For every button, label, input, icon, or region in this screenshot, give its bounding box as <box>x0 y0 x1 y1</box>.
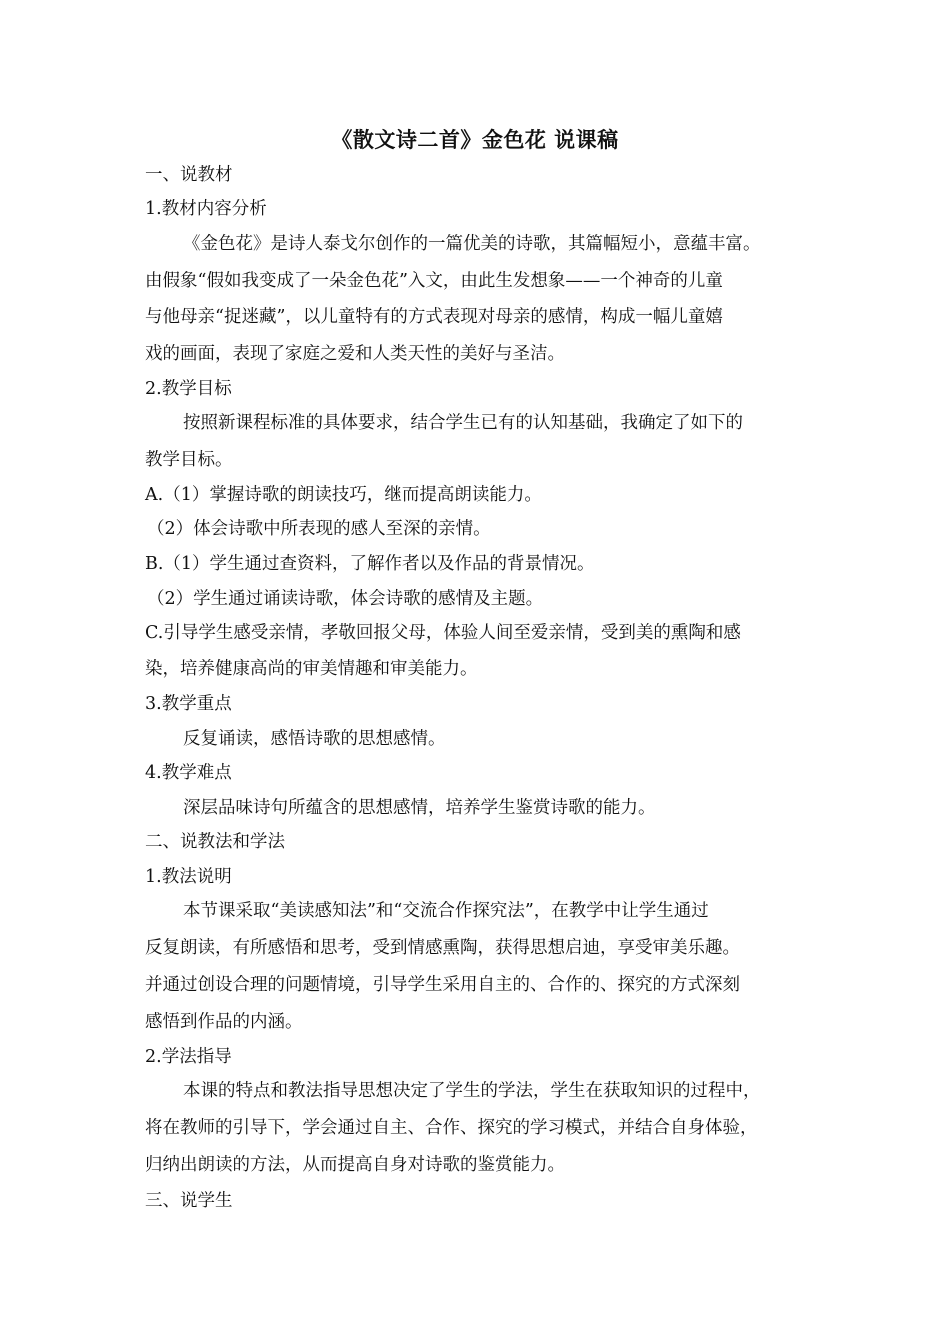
paragraph-line: 反复诵读，感悟诗歌的思想感情。 <box>183 729 446 749</box>
document-title: 《散文诗二首》金色花 说课稿 <box>331 128 619 152</box>
paragraph-line: 本课的特点和教法指导思想决定了学生的学法，学生在获取知识的过程中， <box>183 1081 761 1101</box>
paragraph-line: 与他母亲“捉迷藏”，以儿童特有的方式表现对母亲的感情，构成一幅儿童嬉 <box>145 307 723 327</box>
paragraph-line: 按照新课程标准的具体要求，结合学生已有的认知基础，我确定了如下的 <box>183 413 743 433</box>
paragraph-line: 将在教师的引导下，学会通过自主、合作、探究的学习模式，并结合自身体验， <box>145 1118 758 1138</box>
subsection-heading: 1.教材内容分析 <box>145 199 267 219</box>
list-item: A.（1）掌握诗歌的朗读技巧，继而提高朗读能力。 <box>145 485 542 505</box>
list-item: （2）学生通过诵读诗歌，体会诗歌的感情及主题。 <box>147 589 544 609</box>
section-heading: 一、说教材 <box>145 165 233 185</box>
paragraph-line: 染，培养健康高尚的审美情趣和审美能力。 <box>145 659 478 679</box>
list-item: B.（1）学生通过查资料，了解作者以及作品的背景情况。 <box>145 554 595 574</box>
paragraph-line: 并通过创设合理的问题情境，引导学生采用自主的、合作的、探究的方式深刻 <box>145 975 740 995</box>
list-item: （2）体会诗歌中所表现的感人至深的亲情。 <box>147 519 491 539</box>
subsection-heading: 3.教学重点 <box>145 694 232 714</box>
paragraph-line: 深层品味诗句所蕴含的思想感情，培养学生鉴赏诗歌的能力。 <box>183 798 656 818</box>
paragraph-line: 由假象“假如我变成了一朵金色花”入文，由此生发想象——一个神奇的儿童 <box>145 271 723 291</box>
section-heading: 三、说学生 <box>145 1191 233 1211</box>
subsection-heading: 2.学法指导 <box>145 1047 232 1067</box>
paragraph-line: 教学目标。 <box>145 450 233 470</box>
paragraph-line: 反复朗读，有所感悟和思考，受到情感熏陶，获得思想启迪，享受审美乐趣。 <box>145 938 740 958</box>
subsection-heading: 2.教学目标 <box>145 379 232 399</box>
list-item: C.引导学生感受亲情，孝敬回报父母，体验人间至爱亲情，受到美的熏陶和感 <box>145 623 741 643</box>
subsection-heading: 4.教学难点 <box>145 763 232 783</box>
paragraph-line: 戏的画面，表现了家庭之爱和人类天性的美好与圣洁。 <box>145 344 565 364</box>
section-heading: 二、说教法和学法 <box>145 832 285 852</box>
subsection-heading: 1.教法说明 <box>145 867 232 887</box>
paragraph-line: 感悟到作品的内涵。 <box>145 1012 303 1032</box>
paragraph-line: 本节课采取“美读感知法”和“交流合作探究法”，在教学中让学生通过 <box>183 901 709 921</box>
paragraph-line: 归纳出朗读的方法，从而提高自身对诗歌的鉴赏能力。 <box>145 1155 565 1175</box>
paragraph-line: 《金色花》是诗人泰戈尔创作的一篇优美的诗歌，其篇幅短小，意蕴丰富。 <box>183 234 761 254</box>
